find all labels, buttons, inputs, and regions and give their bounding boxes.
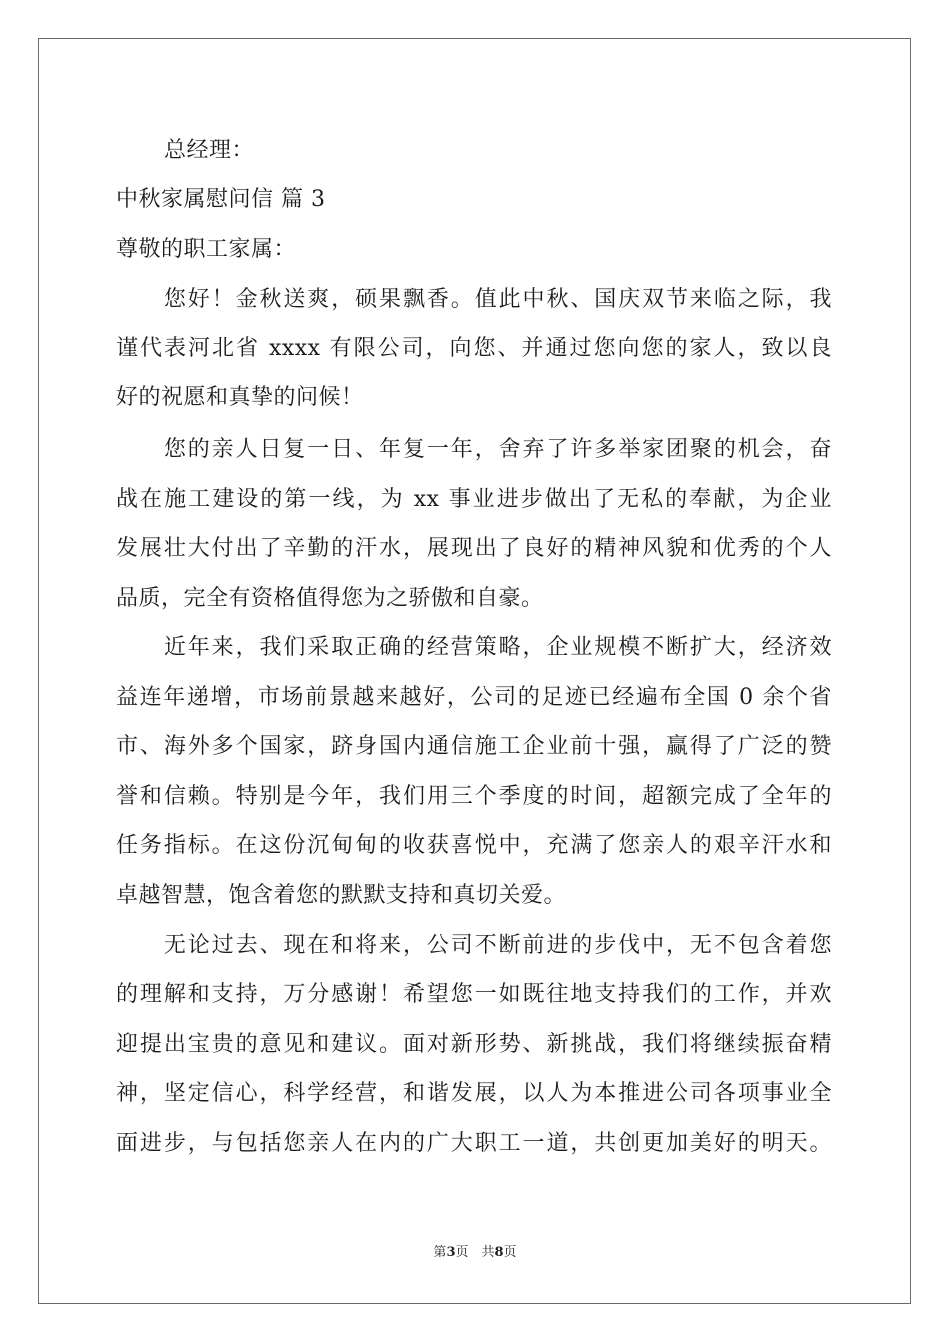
paragraph-line: 近年来，我们采取正确的经营策略，企业规模不断扩大，经济效 bbox=[116, 635, 832, 660]
paragraph-line: 的理解和支持，万分感谢！希望您一如既往地支持我们的工作，并欢 bbox=[116, 982, 832, 1007]
page-footer bbox=[0, 1244, 950, 1262]
page-border bbox=[38, 38, 911, 1304]
page-label-prefix: 第 bbox=[433, 1245, 447, 1260]
paragraph-line: 益连年递增，市场前景越来越好，公司的足迹已经遍布全国 0 余个省 bbox=[116, 685, 832, 710]
paragraph-line: 面进步，与包括您亲人在内的广大职工一道，共创更加美好的明天。 bbox=[116, 1131, 832, 1156]
paragraph-line: 谨代表河北省 xxxx 有限公司，向您、并通过您向您的家人，致以良 bbox=[116, 336, 832, 361]
paragraph-line: 任务指标。在这份沉甸甸的收获喜悦中，充满了您亲人的艰辛汗水和 bbox=[116, 833, 832, 858]
paragraph-line: 战在施工建设的第一线，为 xx 事业进步做出了无私的奉献，为企业 bbox=[116, 487, 832, 512]
closing-signature-line: 总经理： bbox=[164, 138, 255, 163]
salutation: 尊敬的职工家属： bbox=[116, 237, 297, 262]
paragraph-line: 市、海外多个国家，跻身国内通信施工企业前十强，赢得了广泛的赞 bbox=[116, 734, 832, 759]
current-page-number: 3 bbox=[446, 1245, 456, 1260]
paragraph-line: 神，坚定信心，科学经营，和谐发展，以人为本推进公司各项事业全 bbox=[116, 1081, 832, 1106]
page-label-middle: 页 共 bbox=[455, 1245, 495, 1260]
paragraph-line: 您的亲人日复一日、年复一年，舍弃了许多举家团聚的机会，奋 bbox=[116, 437, 832, 462]
letter-heading: 中秋家属慰问信 篇 3 bbox=[116, 187, 326, 212]
paragraph-line: 您好！金秋送爽，硕果飘香。值此中秋、国庆双节来临之际，我 bbox=[116, 287, 832, 312]
paragraph-line: 卓越智慧，饱含着您的默默支持和真切关爱。 bbox=[116, 883, 567, 908]
paragraph-line: 迎提出宝贵的意见和建议。面对新形势、新挑战，我们将继续振奋精 bbox=[116, 1032, 832, 1057]
paragraph-line: 誉和信赖。特别是今年，我们用三个季度的时间，超额完成了全年的 bbox=[116, 784, 832, 809]
paragraph-line: 无论过去、现在和将来，公司不断前进的步伐中，无不包含着您 bbox=[116, 933, 832, 958]
page-label-suffix: 页 bbox=[503, 1245, 517, 1260]
paragraph-line: 发展壮大付出了辛勤的汗水，展现出了良好的精神风貌和优秀的个人 bbox=[116, 536, 832, 561]
paragraph-line: 好的祝愿和真挚的问候！ bbox=[116, 385, 364, 410]
paragraph-line: 品质，完全有资格值得您为之骄傲和自豪。 bbox=[116, 586, 544, 611]
total-pages-number: 8 bbox=[494, 1245, 504, 1260]
